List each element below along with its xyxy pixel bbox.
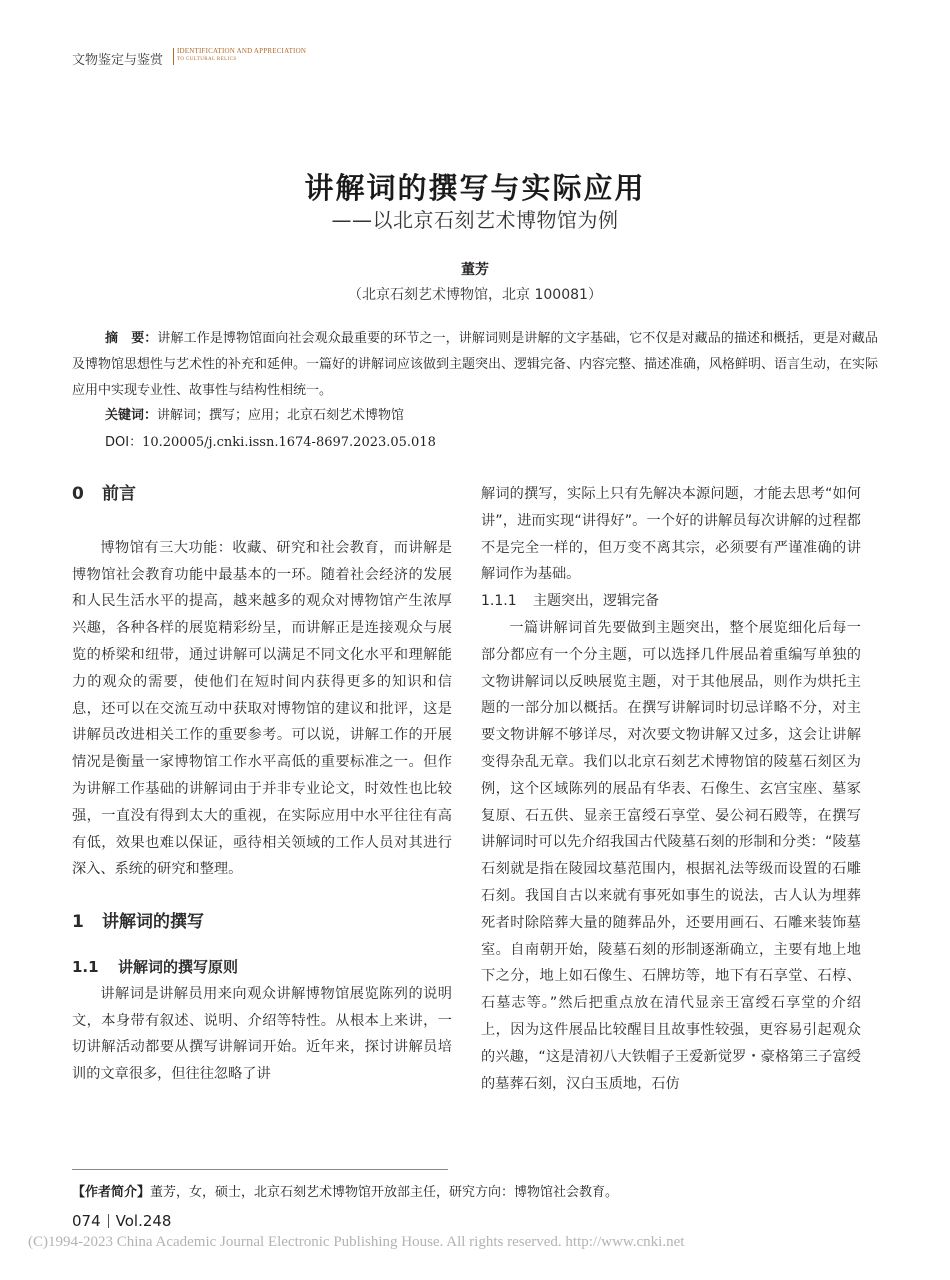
article-subtitle: ——以北京石刻艺术博物馆为例 (331, 208, 619, 232)
author-name: 董芳 (461, 262, 489, 278)
header-divider (173, 48, 174, 65)
page-number (72, 1212, 171, 1230)
keywords (105, 405, 911, 427)
subsection-heading-1-1 (72, 954, 452, 981)
keywords-label: 关键词： (105, 408, 158, 423)
doi-label: DOI： (105, 435, 143, 450)
author-bio-footnote (72, 1181, 618, 1200)
bio-text: 董芳，女，硕士，北京石刻艺术博物馆开放部主任，研究方向：博物馆社会教育。 (150, 1185, 619, 1200)
section-heading-1 (72, 909, 452, 936)
page-divider (108, 1214, 109, 1228)
subsection-title: 讲解词的撰写原则 (118, 957, 239, 976)
right-column (481, 481, 861, 1097)
abstract (72, 326, 878, 404)
page-number-value: 074 (72, 1212, 101, 1230)
section-heading-0 (72, 481, 452, 508)
running-header-en-sub: TO CULTURAL RELICS (177, 57, 237, 62)
paragraph-continued: 解词的撰写，实际上只有先解决本源问题，才能去思考“如何讲”，进而实现“讲得好”。一个好的讲解员每次讲解的过程都不是完全一样的，但万变不离其宗，必须要有严谨准确的讲解词作为基础。 (481, 486, 861, 583)
copyright-watermark: (C)1994-2023 China Academic Journal Electronic Publishing House. All rights reserved. http://www.cnki.net (28, 1234, 685, 1250)
section-title: 讲解词的撰写 (102, 912, 204, 933)
doi-link[interactable]: 10.20005/j.cnki.issn.1674-8697.2023.05.018 (142, 435, 436, 450)
paragraph: 一篇讲解词首先要做到主题突出，整个展览细化后每一部分都应有一个分主题，可以选择几件展品着重编写单独的文物讲解词以反映展览主题，对于其他展品，则作为烘托主题的一部分加以概括。在撰写讲解词时切忌详略不分，对主要文物讲解不够详尽，对次要文物讲解又过多，这会让讲解变得杂乱无章。我们以北京石刻艺术博物馆的陵墓石刻区为例，这个区域陈列的展品有华表、石像生、玄宫宝座、墓冢复原、石五供、显亲王富绶石享堂、晏公祠石殿等，在撰写讲解词时可以先介绍我国古代陵墓石刻的形制和分类：“陵墓石刻就是指在陵园坟墓范围内，根据礼法等级而设置的石雕石刻。我国自古以来就有事死如事生的说法，古人认为埋葬死者时除陪葬大量的随葬品外，还要用画石、石雕来装饰墓室。自南朝开始，陵墓石刻的形制逐渐确立，主要有地上地下之分，地上如石像生、石牌坊等，地下有石享堂、石椁、石墓志等。”然后把重点放在清代显亲王富绶石享堂的介绍上，因为这件展品比较醒目且故事性较强，更容易引起观众的兴趣，“这是清初八大铁帽子王爱新觉罗・豪格第三子富绶的墓葬石刻，汉白玉质地，石仿 (481, 619, 861, 1092)
left-column (72, 481, 452, 1088)
bio-label: 【作者简介】 (72, 1185, 151, 1200)
subsection-number: 1.1 (72, 957, 99, 976)
keywords-text: 讲解词；撰写；应用；北京石刻艺术博物馆 (157, 408, 405, 423)
article-title: 讲解词的撰写与实际应用 (304, 171, 646, 205)
running-header-en: IDENTIFICATION AND APPRECIATION (177, 47, 307, 55)
abstract-label: 摘 要： (105, 331, 158, 346)
section-title: 前言 (102, 484, 136, 504)
section-number: 0 (72, 484, 84, 504)
doi (105, 432, 911, 454)
running-header-section: 文物鉴定与鉴赏 (72, 53, 164, 68)
paragraph: 博物馆有三大功能：收藏、研究和社会教育，而讲解是博物馆社会教育功能中最基本的一环。随着社会经济的发展和人民生活水平的提高，越来越多的观众对博物馆产生浓厚兴趣，各种各样的展览精彩纷呈，而讲解正是连接观众与展览的桥梁和纽带，通过讲解可以满足不同文化水平和理解能力的观众的需要，使他们在短时间内获得更多的知识和信息，还可以在交流互动中获取对博物馆的建议和批评，这是讲解员改进相关工作的重要参考。可以说，讲解工作的开展情况是衡量一家博物馆工作水平高低的重要标准之一。但作为讲解工作基础的讲解词由于并非专业论文，时效性也比较强，一直没有得到太大的重视，在实际应用中水平往往有高有低，效果也难以保证，亟待相关领域的工作人员对其进行深入、系统的研究和整理。 (72, 539, 452, 878)
subsubsection-number: 1.1.1 (481, 593, 517, 610)
volume-number: Vol.248 (115, 1212, 172, 1230)
subsubsection-heading-1-1-1 (481, 588, 861, 615)
paragraph: 讲解词是讲解员用来向观众讲解博物馆展览陈列的说明文，本身带有叙述、说明、介绍等特性。从根本上来讲，一切讲解活动都要从撰写讲解词开始。近年来，探讨讲解员培训的文章很多，但往往忽略了讲 (72, 985, 452, 1083)
subsubsection-title: 主题突出，逻辑完备 (533, 593, 659, 610)
section-number: 1 (72, 912, 84, 933)
abstract-text: 讲解工作是博物馆面向社会观众最重要的环节之一，讲解词则是讲解的文字基础，它不仅是对藏品的描述和概括，更是对藏品及博物馆思想性与艺术性的补充和延伸。一篇好的讲解词应该做到主题突出、逻辑完备、内容完整、描述准确，风格鲜明、语言生动，在实际应用中实现专业性、故事性与结构性相统一。 (72, 331, 879, 398)
footnote-rule (72, 1169, 448, 1170)
author-affiliation: （北京石刻艺术博物馆，北京 100081） (348, 287, 602, 303)
